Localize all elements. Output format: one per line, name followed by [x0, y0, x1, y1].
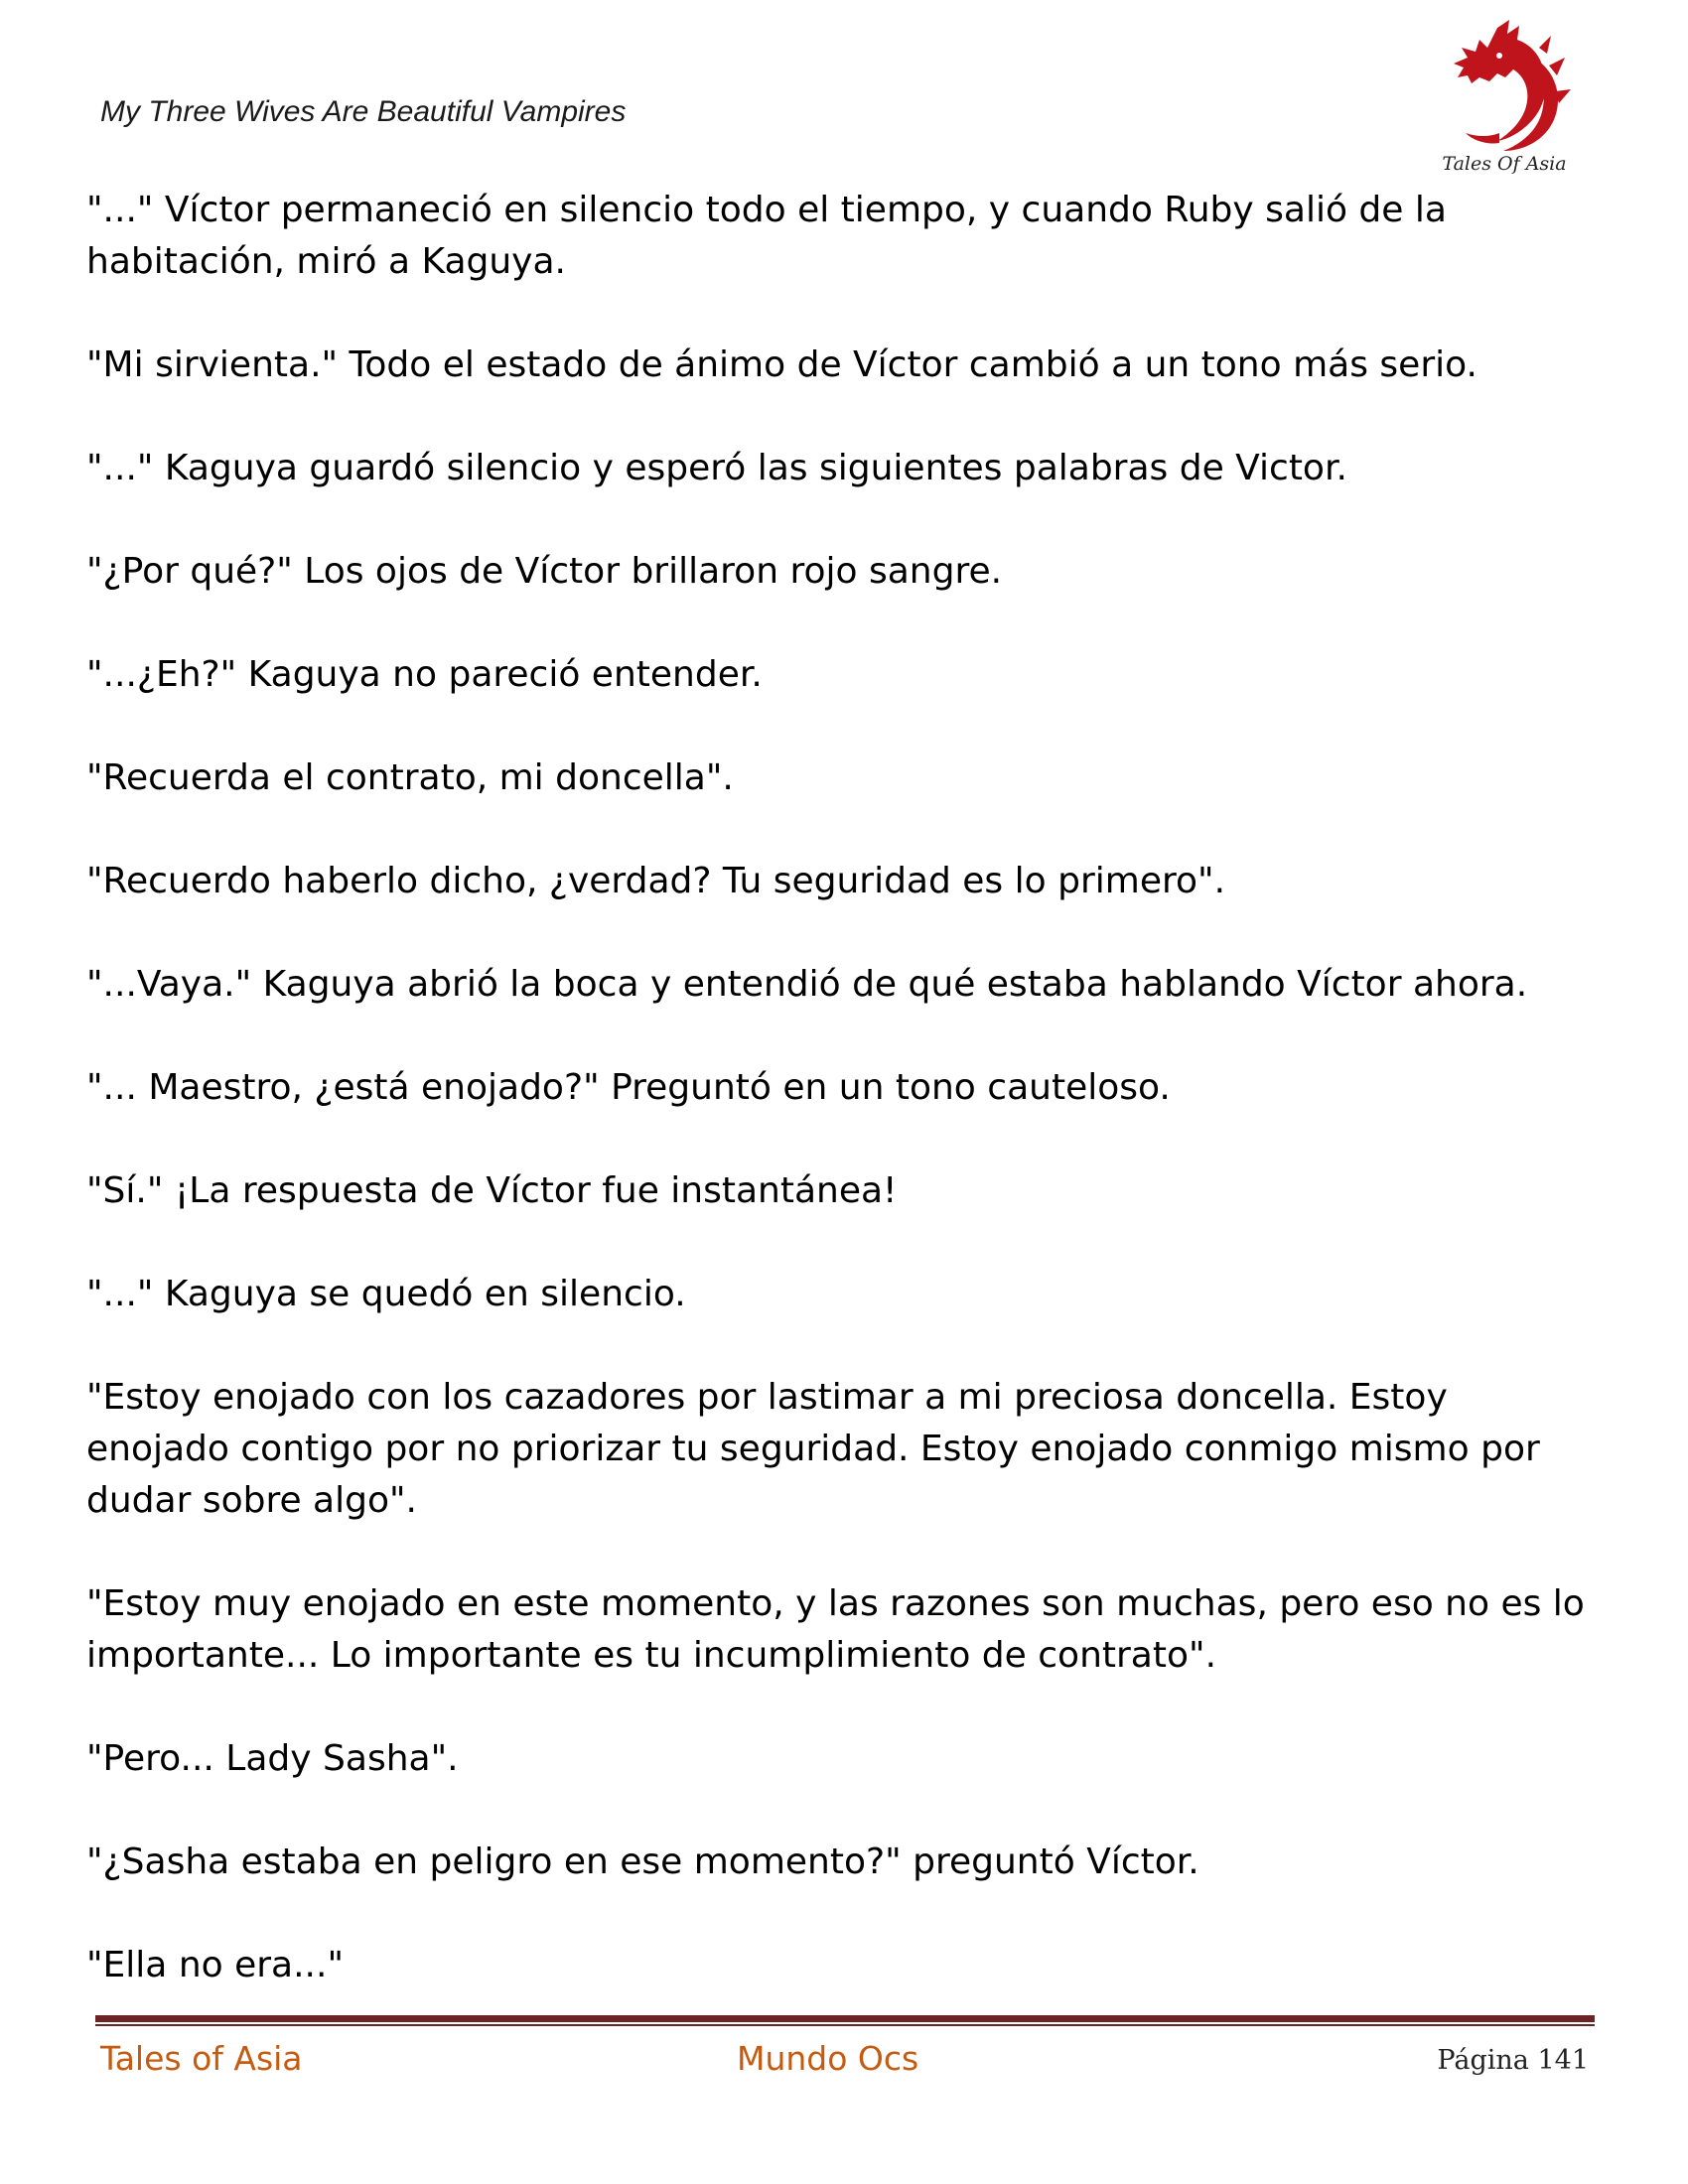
paragraph: "...¿Eh?" Kaguya no pareció entender.	[86, 654, 763, 695]
page-content	[86, 185, 1586, 2043]
paragraph: "Estoy muy enojado en este momento, y las razones son muchas, pero eso no es lo importante... Lo importante es tu incumplimiento de contrato".	[86, 1583, 1585, 1676]
tales-of-asia-logo	[1428, 18, 1577, 182]
paragraph: "..." Kaguya se quedó en silencio.	[86, 1274, 686, 1314]
paragraph: "¿Sasha estaba en peligro en ese momento?" preguntó Víctor.	[86, 1842, 1199, 1882]
page-number: Página 141	[1437, 2045, 1589, 2076]
logo-text: Tales Of Asia	[1442, 153, 1567, 175]
paragraph: "...Vaya." Kaguya abrió la boca y entendió de qué estaba hablando Víctor ahora.	[86, 964, 1528, 1005]
paragraph: "..." Kaguya guardó silencio y esperó las siguientes palabras de Victor.	[86, 448, 1347, 488]
footer-translator: Mundo Ocs	[737, 2039, 919, 2078]
paragraph: "Ella no era..."	[86, 1945, 344, 1985]
footer-site-name: Tales of Asia	[100, 2039, 303, 2078]
paragraph: "Recuerda el contrato, mi doncella".	[86, 757, 734, 798]
paragraph: "Estoy enojado con los cazadores por lastimar a mi preciosa doncella. Estoy enojado contigo por no priorizar tu seguridad. Estoy enojado conmigo mismo por dudar sobre algo".	[86, 1377, 1540, 1521]
paragraph: "Pero... Lady Sasha".	[86, 1738, 459, 1779]
header-title: My Three Wives Are Beautiful Vampires	[100, 95, 627, 128]
paragraph: "... Maestro, ¿está enojado?" Preguntó en un tono cauteloso.	[86, 1067, 1171, 1108]
paragraph: "..." Víctor permaneció en silencio todo el tiempo, y cuando Ruby salió de la habitación, miró a Kaguya.	[86, 190, 1447, 282]
paragraph: "Sí." ¡La respuesta de Víctor fue instantánea!	[86, 1170, 898, 1211]
dragon-icon	[1428, 18, 1577, 157]
paragraph: "Recuerdo haberlo dicho, ¿verdad? Tu seguridad es lo primero".	[86, 861, 1226, 901]
paragraph: "¿Por qué?" Los ojos de Víctor brillaron rojo sangre.	[86, 551, 1003, 592]
paragraph: "Mi sirvienta." Todo el estado de ánimo de Víctor cambió a un tono más serio.	[86, 344, 1477, 385]
footer-divider	[95, 2015, 1595, 2025]
